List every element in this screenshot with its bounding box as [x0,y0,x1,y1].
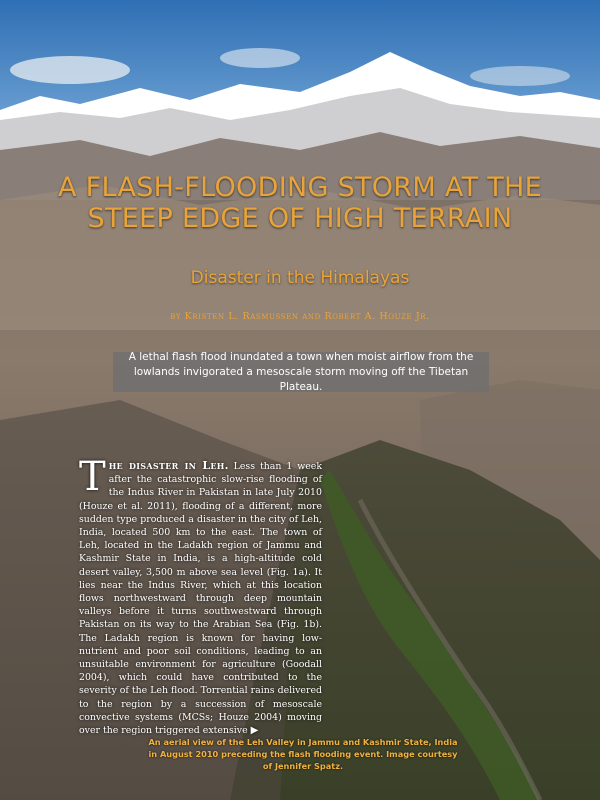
author-byline: by Kristen L. Rasmussen and Robert A. Houze Jr. [170,311,430,322]
article-title: A FLASH-FLOODING STORM AT THE STEEP EDGE OF HIGH TERRAIN [58,172,542,234]
body-text: Less than 1 week after the catastrophic slow-rise flooding of the Indus River in Pakistan in late July 2010 (Houze et al. 2011), flooding of a different, more sudden type produced a disaster in the city of Leh, India, located 500 km to the east. The town of Leh, located in the Ladakh region of Jammu and Kashmir State in India, is a high-altitude cold desert valley, 3,500 m above sea level (Fig. 1a). It lies near the Indus River, which at this location flows northwestward through deep mountain valleys before it turns southwestward through Pakistan on its way to the Arabian Sea (Fig. 1b). The Ladakh region is known for having low-nutrient and poor soil conditions, leading to an unsuitable environment for agriculture (Goodall 2004), which could have contributed to the severity of the Leh flood. Torrential rains delivered to the region by a succession of mesoscale convective systems (MCSs; Houze 2004) moving over the region triggered extensive [79,461,322,737]
lead-in-heading: he disaster in Leh. [108,459,229,472]
abstract-box [113,352,489,392]
drop-cap: T [79,454,106,500]
continue-arrow-icon[interactable]: ▶ [250,725,259,737]
photo-caption: An aerial view of the Leh Valley in Jammu and Kashmir State, India in August 2010 preceding the flash flooding event. Image courtesy of Jennifer Spatz. [148,737,458,771]
body-paragraph [79,454,322,737]
abstract-text: A lethal flash flood inundated a town when moist airflow from the lowlands invigorated a mesoscale storm moving off the Tibetan Plateau. [128,350,474,393]
article-subtitle: Disaster in the Himalayas [190,268,410,288]
